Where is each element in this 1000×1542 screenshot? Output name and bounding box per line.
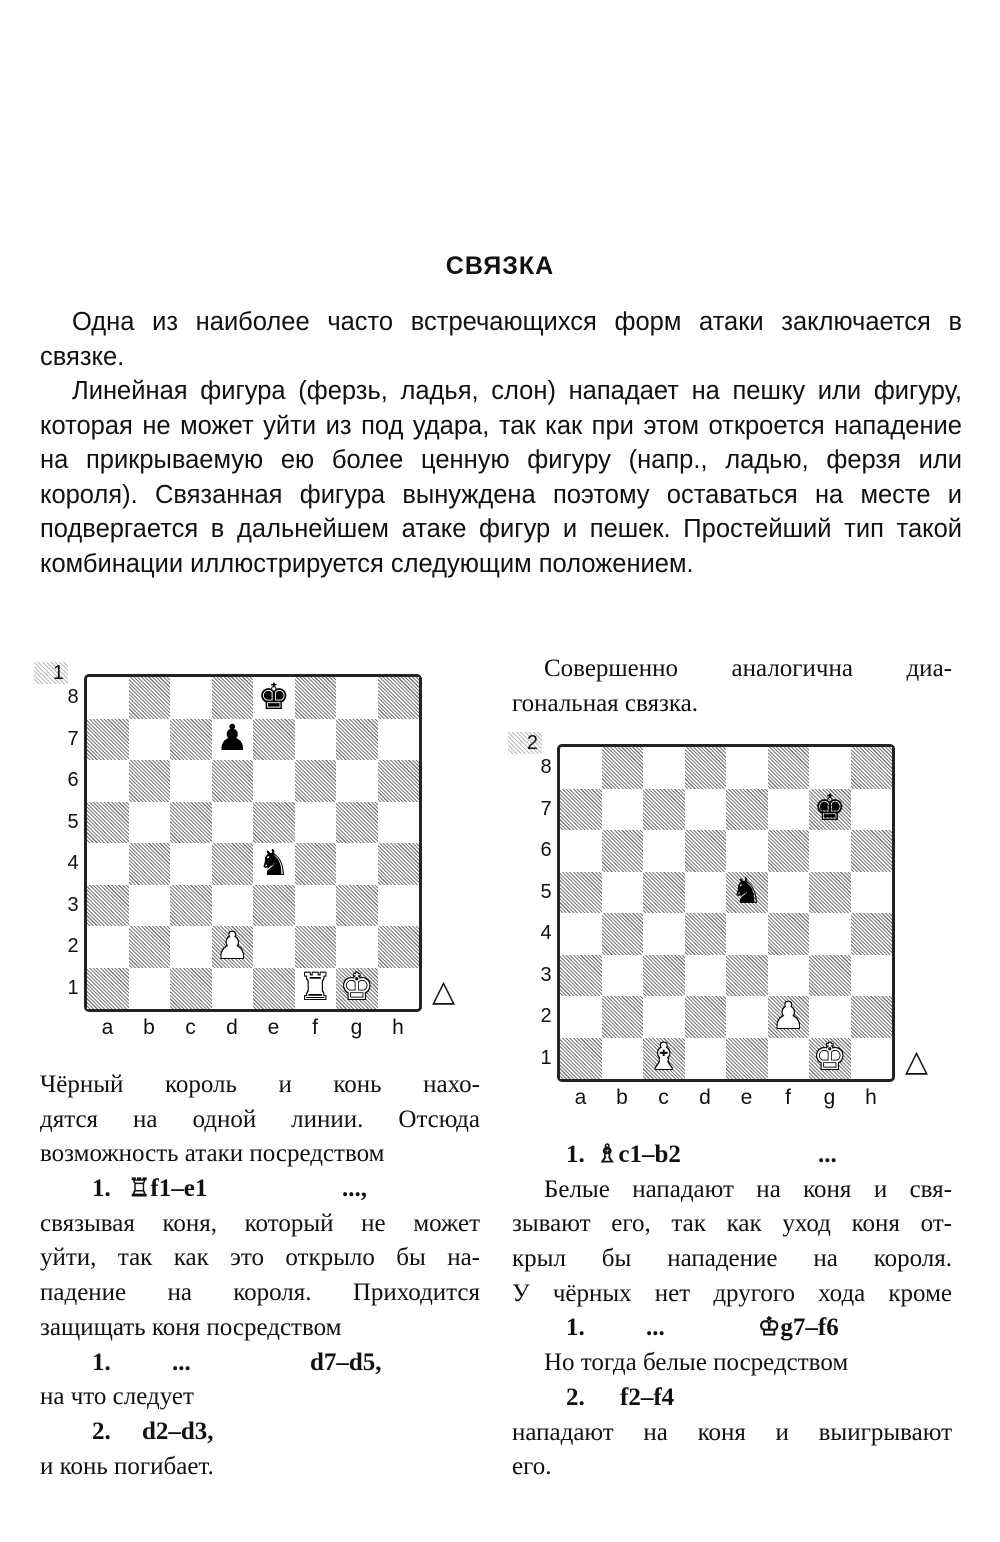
file-label: b	[616, 1086, 628, 1109]
text-line: возможность атаки посредством	[40, 1140, 385, 1168]
board-square	[602, 1038, 644, 1080]
board-square	[560, 789, 602, 831]
black-knight-piece: ♞	[257, 842, 290, 884]
black-king-piece: ♚	[813, 788, 846, 830]
board-square	[851, 996, 893, 1038]
left-column-text	[40, 1068, 480, 1484]
black-king-piece: ♚	[257, 676, 290, 718]
white-to-move-icon: △	[432, 975, 456, 1008]
board-square	[768, 955, 810, 997]
board-square	[809, 830, 851, 872]
board-square	[336, 677, 378, 719]
board-square	[212, 968, 254, 1010]
file-label: b	[143, 1016, 155, 1039]
move-line	[512, 1311, 952, 1346]
chess-board-2	[557, 744, 895, 1082]
board-square	[378, 885, 420, 927]
board-square	[851, 1038, 893, 1080]
white-pawn-piece: ♟	[216, 925, 249, 967]
board-square	[212, 802, 254, 844]
text-line: нападают на коня и выигрывают	[512, 1418, 952, 1446]
text-line: падение на короля. Приходится	[40, 1279, 480, 1307]
board-square	[768, 872, 810, 914]
white-move: f2–f4	[620, 1383, 675, 1411]
rank-label: 7	[67, 727, 79, 750]
text-line: уйти, так как это открыло бы на-	[40, 1244, 480, 1272]
intro-paragraph-2: Линейная фигура (ферзь, ладья, слон) нападает на пешку или фигуру, которая не может уйти из под удара, так как при этом откроется нападение на прикрываемую ею более ценную фигуру (напр., ладью, ферзя или короля). Связанная фигура вынуждена поэтому оставаться на месте и подвергается в дальнейшем атаке фигур и пешек. Простейший тип такой комбинации иллюстрируется следующим положением.	[40, 377, 962, 578]
board-square	[295, 677, 337, 719]
board-square	[87, 885, 129, 927]
board-square	[336, 760, 378, 802]
board-square	[378, 843, 420, 885]
move-line	[40, 1346, 480, 1381]
rank-label: 1	[67, 976, 79, 999]
board-square	[129, 843, 171, 885]
board-square	[212, 677, 254, 719]
board-square	[560, 872, 602, 914]
board-square	[336, 843, 378, 885]
black-move: ...	[818, 1141, 837, 1168]
board-square	[685, 872, 727, 914]
board-square	[685, 955, 727, 997]
text-line: зывают его, так как уход коня от-	[512, 1210, 952, 1238]
board-square	[560, 1038, 602, 1080]
board-square	[643, 996, 685, 1038]
white-pawn-piece: ♟	[772, 995, 805, 1037]
board-square	[336, 802, 378, 844]
board-square	[768, 1038, 810, 1080]
board-square	[295, 926, 337, 968]
board-square	[851, 747, 893, 789]
board-square	[809, 913, 851, 955]
board-square	[685, 789, 727, 831]
rank-label: 2	[67, 935, 79, 957]
board-square	[212, 885, 254, 927]
board-square	[809, 747, 851, 789]
board-square	[726, 996, 768, 1038]
move-line	[40, 1172, 480, 1207]
text-line: крыл бы нападение на короля.	[512, 1245, 952, 1273]
board-square	[726, 913, 768, 955]
text-line: и конь погибает.	[40, 1452, 214, 1480]
board-square	[170, 968, 212, 1010]
board-square	[295, 760, 337, 802]
board-square	[129, 926, 171, 968]
board-square	[560, 913, 602, 955]
board-square	[602, 955, 644, 997]
file-label: a	[574, 1086, 587, 1109]
board-square	[87, 677, 129, 719]
move-number: 1.	[92, 1175, 111, 1203]
black-pawn-piece: ♟	[216, 718, 249, 760]
move-number: 2.	[92, 1417, 111, 1445]
board-square	[253, 802, 295, 844]
board-square	[170, 926, 212, 968]
rank-label: 8	[540, 756, 552, 778]
file-label: h	[865, 1086, 877, 1109]
text-line: Совершенно аналогична диа-	[544, 655, 952, 682]
diagram-2-number: 2	[508, 732, 542, 754]
diagram-1-number: 1	[34, 662, 68, 684]
board-square	[643, 789, 685, 831]
text-line: дятся на одной линии. Отсюда	[40, 1105, 480, 1133]
rank-label: 7	[540, 797, 552, 820]
board-square	[87, 719, 129, 761]
board-square	[170, 802, 212, 844]
board-square	[560, 747, 602, 789]
white-move: d2–d3,	[142, 1417, 214, 1445]
right-column-intro	[512, 652, 952, 721]
black-knight-piece: ♞	[730, 871, 763, 913]
board-square	[336, 926, 378, 968]
board-square	[336, 885, 378, 927]
board-square	[378, 802, 420, 844]
board-square	[378, 968, 420, 1010]
text-line: на что следует	[40, 1383, 194, 1411]
white-move: ...	[172, 1348, 191, 1376]
board-square	[295, 719, 337, 761]
board-square	[809, 872, 851, 914]
board-square	[602, 996, 644, 1038]
black-move: ♔g7–f6	[758, 1314, 839, 1342]
board-square	[378, 677, 420, 719]
move-line	[512, 1138, 952, 1173]
board-square	[602, 872, 644, 914]
board-square	[253, 760, 295, 802]
board-square	[726, 955, 768, 997]
file-label: e	[740, 1086, 753, 1109]
section-title: СВЯЗКА	[445, 252, 555, 280]
board-square	[170, 719, 212, 761]
move-line	[40, 1415, 480, 1450]
white-bishop-piece: ♝	[647, 1037, 680, 1079]
move-number: 1.	[566, 1141, 585, 1168]
rank-label: 5	[540, 880, 552, 903]
board-square	[295, 843, 337, 885]
board-square	[295, 802, 337, 844]
move-number: 1.	[566, 1314, 585, 1342]
board-square	[809, 955, 851, 997]
chess-board-1	[84, 674, 422, 1012]
board-square	[253, 926, 295, 968]
intro-paragraph-1: Одна из наиболее часто встречающихся форм атаки заключается в связке.	[40, 308, 962, 371]
white-move: ♗c1–b2	[596, 1141, 681, 1168]
board-square	[685, 1038, 727, 1080]
file-label: c	[658, 1086, 669, 1109]
board-square	[212, 843, 254, 885]
board-square	[378, 926, 420, 968]
board-square	[726, 747, 768, 789]
move-line	[512, 1381, 952, 1416]
text-line: Белые нападают на коня и свя-	[544, 1175, 952, 1203]
white-king-piece: ♚	[340, 967, 373, 1009]
file-label: a	[101, 1016, 114, 1039]
rank-label: 3	[540, 963, 552, 986]
board-square	[809, 996, 851, 1038]
board-square	[87, 843, 129, 885]
rank-label: 4	[67, 852, 79, 874]
board-square	[129, 885, 171, 927]
rank-label: 4	[540, 922, 552, 944]
text-line: связывая коня, который не может	[40, 1209, 480, 1237]
board-square	[87, 926, 129, 968]
board-square	[851, 913, 893, 955]
board-square	[685, 996, 727, 1038]
board-square	[170, 843, 212, 885]
board-square	[602, 747, 644, 789]
white-king-piece: ♚	[813, 1037, 846, 1079]
board-square	[851, 955, 893, 997]
file-label: d	[699, 1086, 711, 1109]
board-square	[295, 885, 337, 927]
board-square	[685, 830, 727, 872]
board-square	[129, 719, 171, 761]
white-rook-piece: ♜	[299, 967, 332, 1009]
board-square	[643, 747, 685, 789]
move-number: 1.	[92, 1348, 111, 1376]
rank-label: 2	[540, 1005, 552, 1027]
rank-label: 3	[67, 893, 79, 916]
white-to-move-icon: △	[905, 1045, 929, 1078]
board-square	[129, 677, 171, 719]
right-column-text	[512, 1138, 952, 1485]
board-square	[768, 830, 810, 872]
file-label: f	[785, 1086, 791, 1109]
board-square	[378, 719, 420, 761]
board-square	[212, 760, 254, 802]
rank-label: 8	[67, 686, 79, 708]
board-square	[726, 830, 768, 872]
board-square	[336, 719, 378, 761]
board-square	[726, 789, 768, 831]
board-square	[560, 955, 602, 997]
text-line: Чёрный король и конь нахо-	[40, 1071, 480, 1098]
board-square	[253, 719, 295, 761]
file-label: g	[823, 1086, 836, 1109]
board-square	[253, 885, 295, 927]
board-square	[253, 968, 295, 1010]
board-square	[602, 789, 644, 831]
file-label: f	[312, 1016, 318, 1039]
text-line: Но тогда белые посредством	[544, 1349, 849, 1377]
board-square	[643, 830, 685, 872]
board-square	[560, 996, 602, 1038]
white-move: ♖f1–e1	[128, 1175, 208, 1203]
board-square	[643, 955, 685, 997]
text-line: защищать коня посредством	[40, 1313, 342, 1341]
file-label: d	[226, 1016, 238, 1039]
rank-label: 1	[540, 1046, 552, 1069]
move-number: 2.	[566, 1383, 585, 1411]
board-square	[87, 968, 129, 1010]
board-square	[602, 913, 644, 955]
board-square	[170, 760, 212, 802]
board-square	[602, 830, 644, 872]
board-square	[170, 677, 212, 719]
text-line: У чёрных нет другого хода кроме	[512, 1279, 952, 1307]
board-square	[378, 760, 420, 802]
board-square	[851, 789, 893, 831]
black-move: ...,	[342, 1175, 367, 1203]
board-square	[851, 830, 893, 872]
board-square	[87, 760, 129, 802]
board-square	[643, 913, 685, 955]
board-square	[560, 830, 602, 872]
board-square	[685, 747, 727, 789]
rank-label: 6	[540, 839, 552, 861]
white-move: ...	[646, 1314, 665, 1342]
board-square	[129, 968, 171, 1010]
board-square	[643, 872, 685, 914]
text-line: гональная связка.	[512, 689, 698, 717]
board-square	[768, 913, 810, 955]
rank-label: 5	[67, 810, 79, 833]
board-square	[726, 1038, 768, 1080]
board-square	[685, 913, 727, 955]
file-label: e	[267, 1016, 280, 1039]
board-square	[851, 872, 893, 914]
board-square	[170, 885, 212, 927]
black-move: d7–d5,	[310, 1348, 382, 1376]
board-square	[129, 760, 171, 802]
file-label: h	[392, 1016, 404, 1039]
board-square	[87, 802, 129, 844]
file-label: g	[350, 1016, 363, 1039]
board-square	[129, 802, 171, 844]
board-square	[768, 747, 810, 789]
board-square	[768, 789, 810, 831]
text-line: его.	[512, 1453, 552, 1481]
rank-label: 6	[67, 769, 79, 791]
file-label: c	[185, 1016, 196, 1039]
